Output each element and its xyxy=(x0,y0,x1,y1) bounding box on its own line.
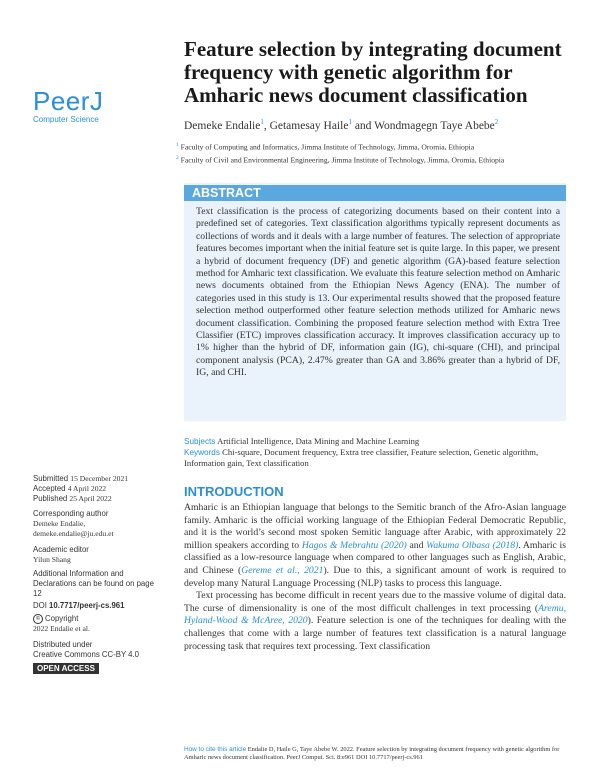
author-name: Demeke Endalie xyxy=(184,119,261,132)
text-run: . Amharic is classified as a low-resource language when compared to other languages such as English, Arabic, and Chinese ( xyxy=(184,539,566,576)
submitted-value: 15 December 2021 xyxy=(70,474,129,483)
keywords-line xyxy=(184,447,564,469)
published-value: 25 April 2022 xyxy=(69,494,112,503)
corresponding-name: Demeke Endalie, xyxy=(33,519,86,528)
author-list: Demeke Endalie$^1$, Getamesay Haile$^1$ and Wondmagegn Taye Abebe$^2$ xyxy=(184,118,499,132)
subjects-keywords xyxy=(184,436,564,469)
subjects-line xyxy=(184,436,564,447)
text-run: Amharic is an Ethiopian language that belongs to the Semitic branch of the Afro-Asian language family. Amharic is the official working language of the Ethiopian Federal Democratic Republic, and it is the world’s second most spoken Semitic language after Arabic, with approximately 22 million speakers according to xyxy=(184,502,566,551)
copyright xyxy=(33,614,158,634)
corresponding-author xyxy=(33,509,158,539)
author-name: Wondmagegn Taye Abebe xyxy=(374,119,495,132)
citation-link[interactable]: Gereme et al., 2021 xyxy=(241,564,324,576)
abstract-text: Text classification is the process of categorizing documents based on their content into a predefined set of categories. Text classification algorithms typically represent documents as collections of words and it deals with a large number of features. The selection of appropriate features becomes important when the initial feature set is quite large. In this paper, we present a hybrid of document frequency (DF) and genetic algorithm (GA)-based feature selection method for Amharic text classification. We evaluate this feature selection method on Amharic news documents obtained from the Ethiopian News Agency (ENA). The number of categories used in this study is 13. Our experimental results showed that the proposed feature selection method outperformed other feature selection methods utilized for Amharic news document classification. Combining the proposed feature selection method with Extra Tree Classifier (ETC) improves classification accuracy. It improves classification accuracy up to 1% higher than the hybrid of DF, information gain (IG), chi-square (CHI), and principal component analysis (PCA), 2.47% greater than GA and 3.86% greater than a hybrid of DF, IG, and CHI. xyxy=(196,206,560,379)
license-label: Distributed under xyxy=(33,640,93,649)
affiliation-text: Faculty of Civil and Environmental Engineering, Jimma Institute of Technology, Jimma, Oromia, Ethiopia xyxy=(180,155,505,165)
accepted-date xyxy=(33,484,158,494)
journal-logo xyxy=(33,88,137,124)
keywords-label: Keywords xyxy=(184,448,220,457)
logo-subtitle: Computer Science xyxy=(33,115,99,124)
doi-link[interactable]: 10.7717/peerj-cs.961 xyxy=(49,601,125,610)
logo-brand: PeerJ xyxy=(33,86,104,116)
accepted-label: Accepted xyxy=(33,484,66,493)
copyright-icon: © xyxy=(33,614,43,624)
introduction-heading: INTRODUCTION xyxy=(184,484,284,499)
text-run: Text processing has become difficult in recent years due to the massive volume of digital data. The curse of dimensionality is one of the most difficult challenges in text processing ( xyxy=(184,590,566,614)
published-label: Published xyxy=(33,494,68,503)
author-affiliation-mark: 1 xyxy=(260,118,264,126)
sidebar-dates xyxy=(33,474,158,504)
corresponding-label: Corresponding author xyxy=(33,509,109,518)
open-access-badge: OPEN ACCESS xyxy=(33,663,99,674)
license-text[interactable]: Creative Commons CC-BY 4.0 xyxy=(33,650,140,659)
author-affiliation-mark: 1 xyxy=(348,118,352,126)
affiliation-text: Faculty of Computing and Informatics, Jimma Institute of Technology, Jimma, Oromia, Ethiopia xyxy=(180,142,475,152)
text-run: ). Feature selection is one of the techniques for dealing with the challenges that come with a large number of features text classification is a natural language processing task that requires text processing. Text classification xyxy=(184,615,566,652)
introduction-body xyxy=(184,502,566,653)
corresponding-email[interactable]: demeke.endalie@ju.edu.et xyxy=(33,529,114,538)
citation-link[interactable]: Aremu, Hyland-Wood & McAree, 2020 xyxy=(184,602,566,627)
citation-link[interactable]: Hagos & Mebrahtu (2020) xyxy=(301,539,407,551)
intro-paragraph-2 xyxy=(184,590,566,653)
subjects-text: Artificial Intelligence, Data Mining and Machine Learning xyxy=(217,436,420,446)
paper-title: Feature selection by integrating document frequency with genetic algorithm for Amharic news document classification xyxy=(184,37,562,107)
affiliation xyxy=(176,140,556,153)
subjects-label: Subjects xyxy=(184,437,216,446)
copyright-label: Copyright xyxy=(45,614,79,624)
copyright-text: 2022 Endalie et al. xyxy=(33,624,90,634)
editor-name: Yilun Shang xyxy=(33,555,71,564)
affiliation-number: 2 xyxy=(176,154,179,161)
submitted-date xyxy=(33,474,158,484)
additional-info: Additional Information and Declarations can be found on page 12 xyxy=(33,569,154,598)
citation-footer xyxy=(184,746,574,763)
abstract-heading: ABSTRACT xyxy=(184,185,566,201)
accepted-value: 4 April 2022 xyxy=(67,484,107,493)
footer-label: How to cite this article xyxy=(184,746,247,753)
affiliation xyxy=(176,153,556,166)
citation-link[interactable]: Wakuma Olbasa (2018) xyxy=(426,539,519,551)
text-run: ). Due to this, a significant amount of work is required to develop many Natural Language Processing (NLP) tasks to process this language. xyxy=(184,564,567,589)
footer-text: Endalie D, Haile G, Taye Abebe W. 2022. Feature selection by integrating document frequency with genetic algorithm for Amharic news document classification. PeerJ Comput. Sci. 8:e961 DOI 10.7717/peerj-cs.961 xyxy=(184,746,560,762)
affiliation-number: 1 xyxy=(176,142,179,148)
license xyxy=(33,640,158,660)
text-run: and xyxy=(406,539,427,551)
author-affiliation-mark: 2 xyxy=(494,118,499,126)
affiliations xyxy=(176,140,556,165)
editor-label: Academic editor xyxy=(33,545,89,554)
intro-paragraph-1 xyxy=(184,502,566,590)
published-date xyxy=(33,494,158,504)
keywords-text: Chi-square, Document frequency, Extra tree classifier, Feature selection, Genetic algorithm, Information gain, Text classification xyxy=(184,447,539,468)
academic-editor xyxy=(33,545,158,565)
doi-line xyxy=(33,601,158,611)
submitted-label: Submitted xyxy=(33,474,69,483)
author-name: Getamesay Haile xyxy=(269,119,349,132)
doi-label: DOI xyxy=(33,601,47,610)
